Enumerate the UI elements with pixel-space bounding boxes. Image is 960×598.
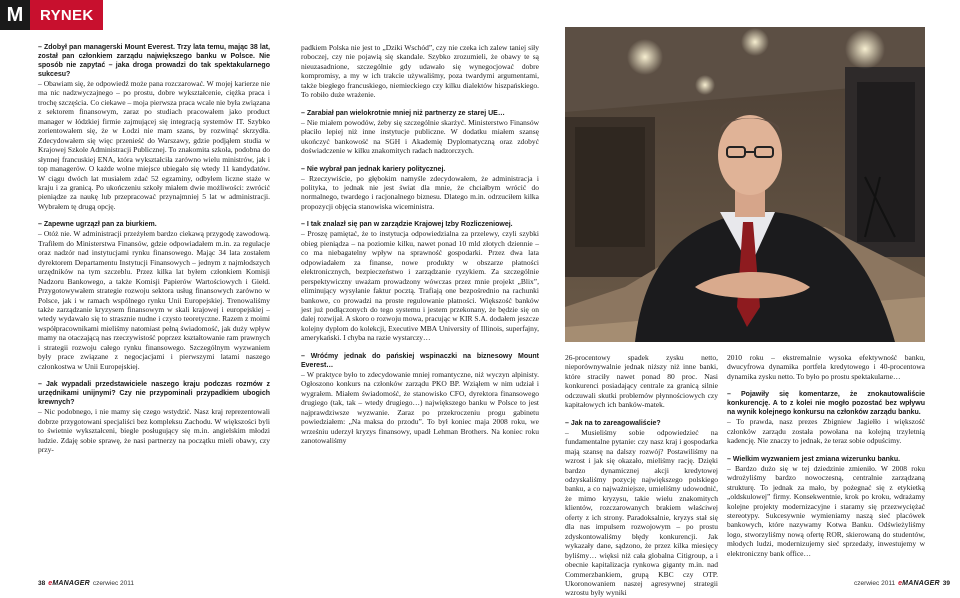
brand-prefix: e [898,580,903,587]
question-paragraph: – Nie wybrał pan jednak kariery politycznej. [301,165,446,173]
article-column-3 [565,353,718,598]
article-column-4 [727,353,925,573]
answer-paragraph: – Nie miałem powodów, żeby się szczególnie skarżyć. Ministerstwo Finansów płaciło lepiej niż inne instytucje publiczne. W dodatku miałem szansę ukończyć bankowość na SGH i Akademię Dyplomatyczną oraz zdobyć doświadczenie w kilku znakomitych radach nadzorczych. [301,117,539,156]
question-paragraph: – Zapewne ugrzązł pan za biurkiem. [38,221,157,229]
answer-paragraph: padkiem Polska nie jest to „Dziki Wschód”, czy nie czeka ich zalew taniej siły roboczej, czy nie pojawią się skandale. Szybko zrozumieli, że obawy te są nieuzasadnione, szczególnie gdy udawało się wynegocjować dobre kompromisy, a my w ich trakcie używaliśmy, poza twardymi argumentami, także biegłego francuskiego, niemieckiego czy kilku dialektów hiszpańskiego. To robiło duże wrażenie. [301,43,539,100]
brand-prefix: e [48,580,53,587]
question-paragraph: – Wróćmy jednak do pańskiej wspinaczki na biznesowy Mount Everest… [301,352,539,369]
answer-paragraph: – Bardzo dużo się w tej dziedzinie zmieniło. W 2008 roku wdrożyliśmy bardzo nowoczesną, centralnie zarządzaną strukturę. To jednak za mało, by pożegnać się z etykietką „oldskulowej” firmy. Konsekwentnie, krok po kroku, wdrażamy kolejne projekty modernizacyjne i staramy się przezwyciężać stereotypy. Sukcesywnie wymieniamy naszą sieć placówek bankowych, które nazywamy Kotwa Banku. Odświeżyliśmy logo, stworzyliśmy nową ofertę ROR, skierowaną do studentów, młodych ludzi, modernizujemy sieć sprzedaży, inwestujemy w elektroniczny bank office… [727,463,925,558]
brand-name: MANAGER [52,580,90,587]
portrait-photo [565,27,925,342]
article-column-1 [38,43,270,571]
issue-date-left: czerwiec 2011 [92,580,134,587]
question-paragraph: – Zdobył pan managerski Mount Everest. Trzy lata temu, mając 38 lat, został pan członkiem zarządu największego banku w Polsce. Nie sposób nie zapytać – jaka droga prowadzi do tak spektakularnego sukcesu? [38,44,270,78]
question-paragraph: – Jak na to zareagowaliście? [565,419,661,427]
answer-paragraph: – Musieliśmy sobie odpowiedzieć na fundamentalne pytanie: czy nasz kraj i gospodarka mają szansę na dalszy rozwój? Postawiliśmy na wzrost i jak się okazało, mieliśmy rację. Dzięki bardzo dynamicznej akcji kredytowej odzyskaliśmy pozycję największego polskiego banku, a co najważniejsze, umieliśmy udowodnić, że mimo kryzysu, takie wielu znakomitych klientów, rozczarowanych brakiem właściwej oferty z ich strony. Paradoksalnie, kryzys stał się dla nas impulsem rozwojowym – po prostu zdyskontowaliśmy błędy konkurencji. Jak wykazały dane, sądzono, że przez kilka miesięcy byliśmy… więksi niż cała globalna Citigroup, a i obecnie kapitalizacja rynkowa giganty m.in. nad Commerzbankiem, grupą KBC czy OTP. Ukoronowaniem naszej agresywnej strategii wzrostu były wyniki [565,427,718,598]
issue-date-right: czerwiec 2011 [854,580,896,587]
magazine-logo: M [0,0,30,30]
answer-paragraph: – Obawiam się, że odpowiedź może pana rozczarować. W mojej karierze nie ma nic nadzwyczajnego – po prostu, dobre wykształcenie, ciężka praca i trochę szczęścia. Co ciekawe – moja pierwsza praca wcale nie była związana z sektorem finansowym, zaraz po studiach pracowałem jako product manager w łódzkiej firmie zajmującej się integracją systemów IT. Szybko zorientowałem się, że w Łodzi nie mam szans, by rozwinąć skrzydła. Zdecydowałem się więc przenieść do Warszawy, gdzie podjąłem studia w Krajowej Szkole Administracji Publicznej. To znakomita szkoła, podobna do słynnej francuskiej ENA, która wykształciła zarówno wielu ministrów, jak i top managerów. O każde wolne miejsce ubiegało się wtedy 11 kandydatów. W ciągu dwóch lat musiałem zdać 52 egzaminy, odbyłem liczne staże w kraju i za granicą. Po ukończeniu szkoły miałem dwie możliwości: zwrócić pieniądze za naukę lub przepracować przynajmniej 5 lat w administracji. Wybrałem tę drugą opcję. [38,79,270,211]
answer-paragraph: 26-procentowy spadek zysku netto, nieporównywalnie jednak niższy niż inne banki, które straciły nawet ponad 80 proc. Nasi konkurenci posiadający centrale za granicą silnie odczuwali skutki problemów płynnościowych czy kapitałowych ich banków-matek. [565,353,718,410]
answer-paragraph: – To prawda, nasz prezes Zbigniew Jagiełło i większość członków zarządu została powołana na kolejną trzyletnią kadencję. Nie znaczy to jednak, że teraz sobie odpuścimy. [727,417,925,446]
page-number-left: 38 [38,580,46,587]
question-paragraph: – Wielkim wyzwaniem jest zmiana wizerunku banku. [727,455,901,463]
answer-paragraph: – Proszę pamiętać, że to instytucja odpowiedzialna za przelewy, czyli szybki obieg pieniądza – na poziomie kilku, nawet ponad 10 mld złotych dziennie – co ma niebagatelny wpływ na sprawność gospodarki. Przez dwa lata odpowiadałem za finanse, nowe produkty w obszarze płatności elektronicznych, bezpieczeństwo i zarządzanie ryzykiem. Za szczególnie perspektywiczny uważam prowadzony wówczas przez mnie projekt „Blix”, eliminujący wysyłanie faktur pocztą. Trafiają one bezpośrednio na rachunki bankowe, co prowadzi na proste regulowanie płatności. Większość banków jest już podłączonych do tego systemu i jestem przekonany, że będzie się on dalej rozwijał. A skoro o rozwoju mowa, pracując w KIR S.A. dodałem jeszcze kolejny dyplom do kolekcji, Executive MBA University of Illinois, superfajny, amerykański. I chyba na razie wystarczy… [301,229,539,343]
answer-paragraph: – W praktyce było to zdecydowanie mniej romantyczne, niż wyczyn alpinisty. Ogłoszono konkurs na członków zarządu PKO BP. Wziąłem w nim udział i wygrałem. Miałem świadomość, że stanowisko CFO, dyrektora finansowego drugiego (tak, tak – wtedy drugiego…) największego banku w Polsce to jest najprawdziwsze wyzwanie. Zaraz po przekroczeniu progu gabinetu powiedziałem: „Na maksa do przodu”. To był koniec maja 2008 roku, we wrześniu uderzył kryzys finansowy, upadł Lehman Brothers. Na koniec roku zanotowaliśmy [301,369,539,445]
footer-right [854,580,950,587]
footer-brand-right [898,580,940,587]
article-column-2 [301,43,539,571]
footer-left [38,580,134,587]
section-title: RYNEK [30,0,103,30]
question-paragraph: – Pojawiły się komentarze, że znokautowaliście konkurencję. A to z kolei nie mogło pozostać bez wpływu na wynik kolejnego konkursu na członków zarządu banku. [727,391,925,417]
question-paragraph: – Jak wypadali przedstawiciele naszego kraju podczas rozmów z urzędnikami unijnymi? Czy nie przypominali przypadkiem ubogich krewnych? [38,381,270,407]
question-paragraph: – Zarabiał pan wielokrotnie mniej niż partnerzy ze starej UE… [301,109,505,117]
answer-paragraph: – Rzeczywiście, po głębokim namyśle zdecydowałem, że administracja i polityka, to jednak nie jest świat dla mnie, że chciałbym wrócić do normalnego, twardego i racjonalnego biznesu. Dlatego m.in. odrzuciłem kilka propozycji objęcia stanowiska wiceministra. [301,173,539,211]
answer-paragraph: – Nic podobnego, i nie mamy się czego wstydzić. Nasz kraj reprezentowali dobrze przygotowani specjaliści bez kompleksu Zachodu. W większości byli to świetnie wykształceni, biegle posługujący się m.in. angielskim młodzi ludzie. Zdaję sobie sprawę, że nasi partnerzy na początku mieli obawy, czy przy- [38,407,270,454]
footer-brand-left [48,580,90,587]
section-header [0,0,103,30]
answer-paragraph: 2010 roku – ekstremalnie wysoka efektywność banku, dwucyfrowa dynamika portfela kredytowego i 40-procentowa dynamika zysku netto. To było po prostu spektakularne… [727,353,925,381]
brand-name: MANAGER [902,580,940,587]
page-number-right: 39 [942,580,950,587]
portrait-image [565,27,925,342]
answer-paragraph: – Otóż nie. W administracji przeżyłem bardzo ciekawą przygodę zawodową. Trafiłem do Ministerstwa Finansów, gdzie odpowiadałem m.in. za regulacje oraz nadzór nad instytucjami rynku finansowego. Mając 34 lata zostałem dyrektorem Departamentu Instytucji Finansowych – jednym z najmłodszych urzędników na tym szczeblu. Przez kilka lat byłem członkiem Komisji Nadzoru Bankowego, a także Komisji Papierów Wartościowych i Giełd. Przygotowywałem strategie rozwoju sektora usług finansowych zarówno w Polsce, jak i w ramach wspólnego rynku Unii Europejskiej. Trenowaliśmy także zarządzanie kryzysem finansowym w skali krajowej i europejskiej – wtedy wydawało się to strasznie nudne i czysto teoretyczne. Razem z moimi współpracownikami mieliśmy natomiast pełną świadomość, jak duży wpływ mamy na otaczającą nas rzeczywistość poprzez kształtowanie ram prawnych i strategii rozwoju całego rynku finansowego. Szczególnym wyzwaniem były prace związane z negocjacjami i pierwszymi latami naszego członkostwa w Unii Europejskiej. [38,229,270,371]
question-paragraph: – I tak znalazł się pan w zarządzie Krajowej Izby Rozliczeniowej. [301,221,513,229]
